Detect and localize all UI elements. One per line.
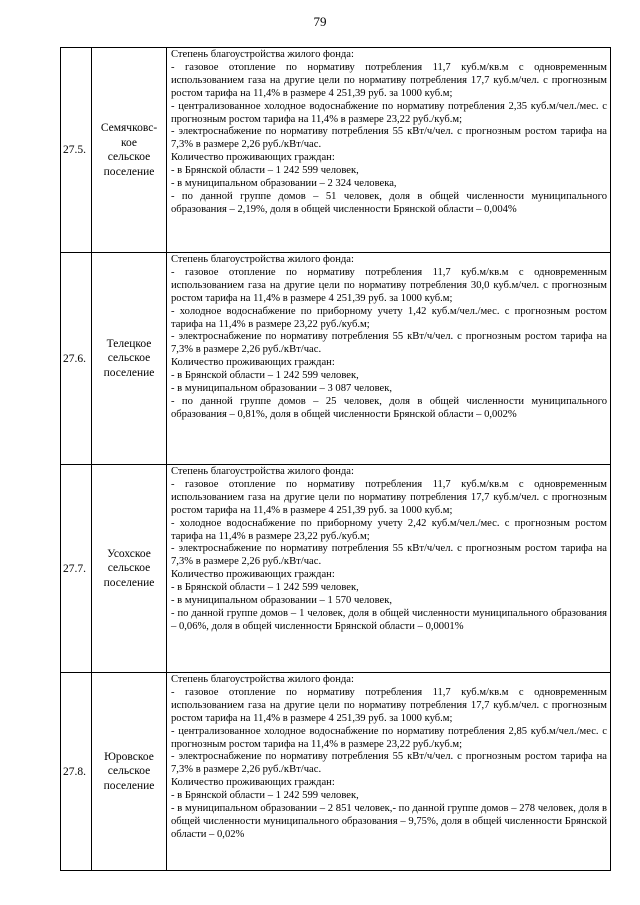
table-row [61,253,611,465]
settlement-name-line: сельское [107,352,151,365]
description-line: Количество проживающих граждан: [171,152,335,164]
settlement-name-line: Юровское [104,750,154,763]
table-row [61,673,611,871]
description-line: - газовое отопление по нормативу потребления 11,7 куб.м/кв.м с одновременным использованием газа на другие цели по нормативу потребления 17,7 куб.м/чел. с прогнозным ростом тарифа на 11,4% в размере 4 251,39 руб. за 1000 куб.м; [171,61,607,99]
row-number: 27.6. [61,253,92,465]
page-number: 79 [313,14,327,29]
description-line: - по данной группе домов – 25 человек, доля в общей численности муниципального образования – 0,81%, доля в общей численности Брянской области – 0,002% [171,395,607,420]
row-number: 27.7. [61,465,92,673]
description-line: - в муниципальном образовании – 2 851 человек,- по данной группе домов – 278 человек, доля в общей численности муниципального образования – 9,75%, доля в общей численности Брянской области – 0,02% [171,803,607,840]
description-line: - в Брянской области – 1 242 599 человек, [171,370,359,382]
description-line: - в муниципальном образовании – 2 324 человека, [171,178,397,190]
description-line: - электроснабжение по нормативу потребления 55 кВт/ч/чел. с прогнозным ростом тарифа на 7,3% в размере 2,26 руб./кВт/час. [171,331,607,356]
settlement-name [92,465,167,673]
settlement-name [92,48,167,253]
description-line: - в муниципальном образовании – 1 570 человек, [171,595,393,607]
description-line: - газовое отопление по нормативу потребления 11,7 куб.м/кв.м с одновременным использованием газа на другие цели по нормативу потребления 30,0 куб.м/чел. с прогнозным ростом тарифа на 11,4% в размере 4 251,39 руб. за 1000 куб.м; [171,266,607,304]
row-number: 27.8. [61,673,92,871]
table-row [61,465,611,673]
table-row [61,48,611,253]
settlement-description [167,465,611,673]
settlements-table [60,47,611,871]
description-line: - централизованное холодное водоснабжение по нормативу потребления 2,85 куб.м/чел./мес. с прогнозным ростом тарифа на 11,4% в размере 23,22 руб./куб.м; [171,725,607,750]
settlement-name-line: поселение [103,576,155,589]
settlement-name-line: сельское [107,151,151,163]
description-line: - газовое отопление по нормативу потребления 11,7 куб.м/кв.м с одновременным использованием газа на другие цели по нормативу потребления 17,7 куб.м/чел. с прогнозным ростом тарифа на 11,4% в размере 4 251,39 руб. за 1000 куб.м; [171,686,607,724]
description-line: - газовое отопление по нормативу потребления 11,7 куб.м/кв.м с одновременным использованием газа на другие цели по нормативу потребления 17,7 куб.м/чел. с прогнозным ростом тарифа на 11,4% в размере 4 251,39 руб. за 1000 куб.м; [171,478,607,516]
description-line: Степень благоустройства жилого фонда: [171,674,354,685]
description-line: - в Брянской области – 1 242 599 человек, [171,165,359,177]
settlement-description [167,673,611,871]
description-line: Количество проживающих граждан: [171,777,335,789]
settlement-name-line: сельское [107,765,151,778]
description-line: - в муниципальном образовании – 3 087 человек, [171,383,393,395]
settlement-name-line: Усохское [107,547,151,560]
description-line: Степень благоустройства жилого фонда: [171,466,354,477]
settlement-description [167,253,611,465]
description-line: - по данной группе домов – 51 человек, доля в общей численности муниципального образования – 2,19%, доля в общей численности Брянской области – 0,004% [171,190,607,215]
settlement-name-line: Телецкое [106,337,152,350]
settlement-description [167,48,611,253]
description-line: - в Брянской области – 1 242 599 человек, [171,582,359,594]
description-line: - централизованное холодное водоснабжение по нормативу потребления 2,35 куб.м/чел./мес. с прогнозным ростом тарифа на 11,4% в размере 23,22 руб./куб.м; [171,100,607,125]
description-line: - электроснабжение по нормативу потребления 55 кВт/ч/чел. с прогнозным ростом тарифа на 7,3% в размере 2,26 руб./кВт/час. [171,543,607,568]
settlement-name-line: Семячковс- [100,122,158,134]
description-line: - электроснабжение по нормативу потребления 55 кВт/ч/чел. с прогнозным ростом тарифа на 7,3% в размере 2,26 руб./кВт/час. [171,126,607,151]
settlement-name-line: кое [121,136,137,149]
settlement-name [92,673,167,871]
description-line: Степень благоустройства жилого фонда: [171,254,354,265]
settlement-name-line: сельское [107,562,151,575]
description-line: - по данной группе домов – 1 человек, доля в общей численности муниципального образования – 0,06%, доля в общей численности Брянской области – 0,0001% [171,607,607,632]
description-line: Количество проживающих граждан: [171,569,335,581]
settlement-name-line: поселение [103,366,155,379]
settlement-name-line: поселение [103,779,155,792]
description-line: - холодное водоснабжение по приборному учету 2,42 куб.м/чел./мес. с прогнозным ростом тарифа на 11,4% в размере 23,22 руб./куб.м; [171,517,607,542]
settlement-name [92,253,167,465]
description-line: Степень благоустройства жилого фонда: [171,49,354,60]
row-number: 27.5. [61,48,92,253]
description-line: - электроснабжение по нормативу потребления 55 кВт/ч/чел. с прогнозным ростом тарифа на 7,3% в размере 2,26 руб./кВт/час. [171,751,607,776]
description-line: - холодное водоснабжение по приборному учету 1,42 куб.м/чел./мес. с прогнозным ростом тарифа на 11,4% в размере 23,22 руб./куб.м; [171,305,607,330]
settlement-name-line: поселение [103,165,155,178]
description-line: - в Брянской области – 1 242 599 человек, [171,790,359,802]
description-line: Количество проживающих граждан: [171,357,335,369]
